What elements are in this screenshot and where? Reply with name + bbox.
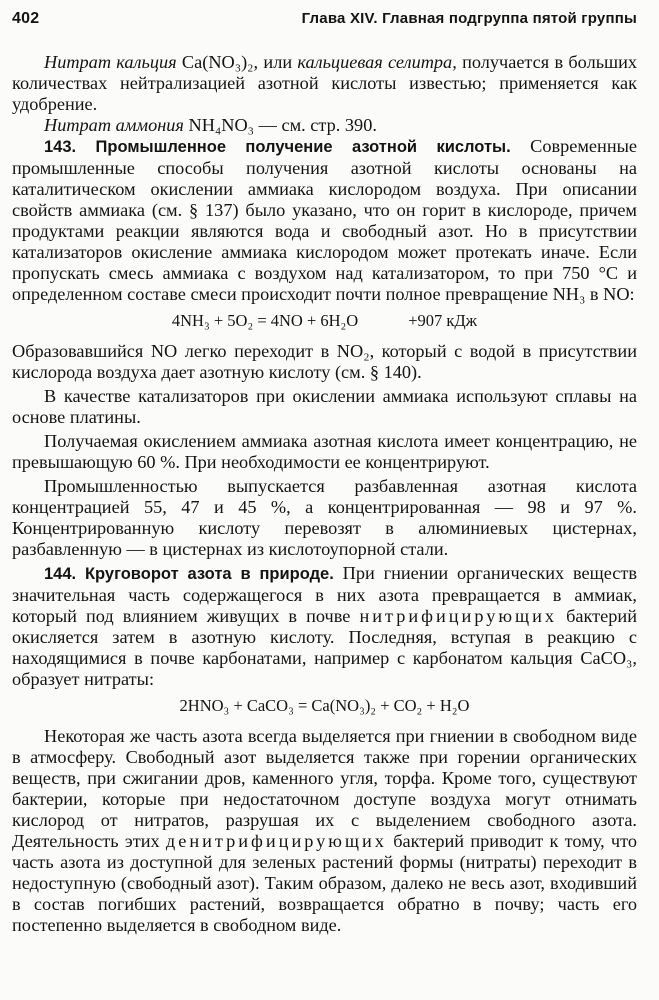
- equation-nitrate-formation: 2HNO₃ + CaCO₃ = Ca(NO₃)₂ + CO₂ + H₂O: [179, 696, 470, 715]
- paragraph-catalysts: В качестве катализаторов при окислении аммиака используют сплавы на основе платины.: [12, 386, 637, 427]
- section-144-number: 144.: [44, 565, 77, 583]
- term-calcium-saltpeter: кальциевая селитра,: [297, 52, 457, 72]
- equation-ammonia-oxidation: [12, 311, 637, 331]
- section-144-text-d: бактерий приводит к тому, что часть азота из доступной для зеленых растений формы (нитраты) переходит в недоступную (свободный азот). Таким образом, далеко не весь азот, входивший в состав погибших растений, возвращается обратно в почву; часть его постепенно выделяется в свободном виде.: [12, 831, 638, 935]
- paragraph-ammonium-nitrate: [12, 115, 637, 136]
- section-143: [12, 136, 637, 305]
- term-ammonium-nitrate: Нитрат аммония: [44, 115, 184, 135]
- page-number: 402: [12, 10, 40, 27]
- term-calcium-nitrate: Нитрат кальция: [44, 52, 177, 72]
- equation-ammonia-oxidation-body: 4NH₃ + 5O₂ = 4NO + 6H₂O: [171, 311, 359, 330]
- page-body: [12, 52, 637, 936]
- section-144-text-c: Некоторая же часть азота всегда выделяется при гниении в свободном виде в атмосферу. Свободный азот выделяется также при горении органических веществ, при сжигании дров, каменного угля, торфа. Кроме того, существуют бактерии, которые при недостаточном доступе воздуха могут отнимать кислород от нитратов, разрушая их с выделением свободного азота. Деятельность этих: [12, 726, 637, 851]
- paragraph-no-conversion: Образовавшийся NO легко переходит в NO₂, который с водой в присутствии кислорода воздуха дает азотную кислоту (см. § 140).: [12, 341, 637, 382]
- section-144-text-a: При гниении органических веществ значительная часть содержащегося в них азота превращается в аммиак, который под влиянием живущих в почве: [12, 563, 637, 626]
- paragraph-concentration: Получаемая окислением аммиака азотная кислота имеет концентрацию, не превышающую 60 %. При необходимости ее концентрируют.: [12, 431, 637, 472]
- term-nitrifying: нитрифицирующих: [359, 606, 558, 626]
- formula-calcium-nitrate: Ca(NO₃)₂, или: [181, 52, 293, 72]
- calcium-nitrate-text: получается в больших количествах нейтрализацией азотной кислоты известью; применяется как удобрение.: [12, 52, 638, 114]
- running-header: [12, 10, 637, 34]
- equation-ammonia-oxidation-heat: +907 кДж: [408, 311, 478, 330]
- section-143-text: Современные промышленные способы получения азотной кислоты основаны на каталитическом окислении аммиака кислородом воздуха. При описании свойств аммиака (см. § 137) было указано, что он горит в кислороде, причем продуктами реакции являются вода и свободный азот. Но в присутствии катализаторов окисление аммиака кислородом может протекать иначе. Если пропускать смесь аммиака с воздухом над катализатором, то при 750 °C и определенном составе смеси происходит почти полное превращение NH₃ в NO:: [12, 136, 638, 304]
- section-144-heading: Круговорот азота в природе.: [84, 565, 334, 583]
- paragraph-nitrogen-release: [12, 726, 637, 936]
- paragraph-calcium-nitrate: [12, 52, 637, 115]
- section-144: [12, 563, 637, 690]
- section-143-heading: Промышленное получение азотной кислоты.: [95, 138, 511, 156]
- section-144-text-b: бактерий окисляется затем в азотную кислоту. Последняя, вступая в реакцию с находящимися в почве карбонатами, например с карбонатом кальция CaCO₃, образует нитраты:: [12, 606, 637, 689]
- section-143-number: 143.: [44, 138, 77, 156]
- running-title: Глава XIV. Главная подгруппа пятой группы: [301, 10, 637, 27]
- ammonium-nitrate-text: NH₄NO₃ — см. стр. 390.: [188, 115, 377, 135]
- term-denitrifying: денитрифицирующих: [165, 831, 387, 851]
- paragraph-industry: Промышленностью выпускается разбавленная азотная кислота концентрацией 55, 47 и 45 %, а концентрированная — 98 и 97 %. Концентрированную кислоту перевозят в алюминиевых цистернах, разбавленную — в цистернах из кислотоупорной стали.: [12, 476, 637, 559]
